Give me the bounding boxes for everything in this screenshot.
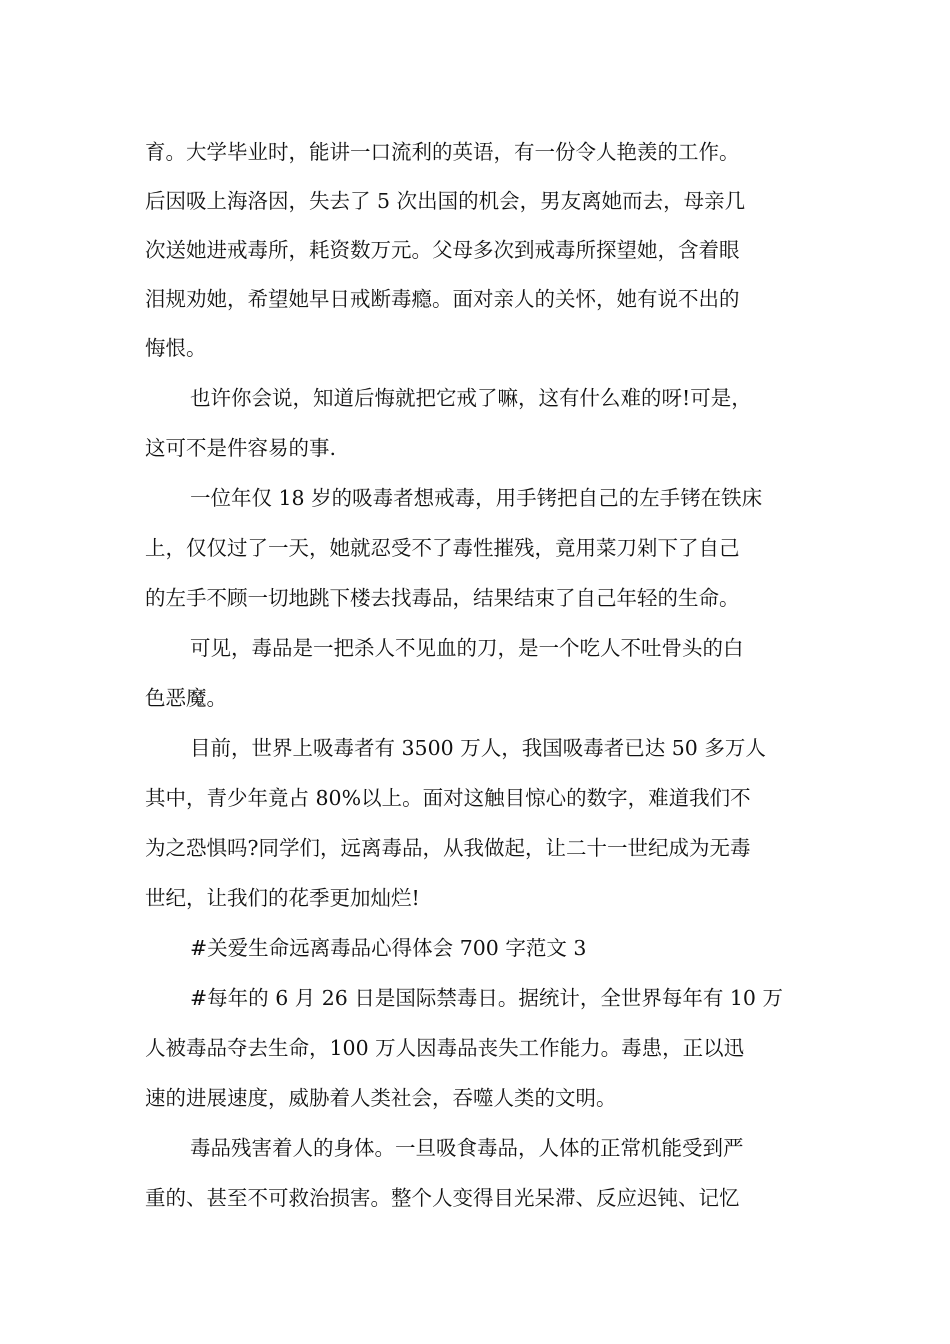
text-line: 育。大学毕业时，能讲一口流利的英语，有一份令人艳羡的工作。 bbox=[145, 140, 740, 164]
text-line: 次送她进戒毒所，耗资数万元。父母多次到戒毒所探望她，含着眼 bbox=[145, 238, 740, 262]
text-line: 人被毒品夺去生命，100 万人因毒品丧失工作能力。毒患，正以迅 bbox=[145, 1036, 745, 1060]
paragraph-first-line: 一位年仅 18 岁的吸毒者想戒毒，用手铐把自己的左手铐在铁床 bbox=[190, 486, 763, 510]
text-line: 为之恐惧吗?同学们，远离毒品，从我做起，让二十一世纪成为无毒 bbox=[145, 836, 751, 860]
text-line: 悔恨。 bbox=[145, 336, 207, 360]
text-line: 世纪，让我们的花季更加灿烂! bbox=[145, 886, 420, 910]
paragraph-first-line: 也许你会说，知道后悔就把它戒了嘛，这有什么难的呀!可是， bbox=[190, 386, 752, 410]
paragraph-first-line: 可见，毒品是一把杀人不见血的刀，是一个吃人不吐骨头的白 bbox=[190, 636, 744, 660]
text-line: 泪规劝她，希望她早日戒断毒瘾。面对亲人的关怀，她有说不出的 bbox=[145, 287, 740, 311]
text-line: 这可不是件容易的事. bbox=[145, 436, 337, 460]
text-line: 色恶魔。 bbox=[145, 686, 227, 710]
text-line: 后因吸上海洛因，失去了 5 次出国的机会，男友离她而去，母亲几 bbox=[145, 189, 746, 213]
text-line: 的左手不顾一切地跳下楼去找毒品，结果结束了自己年轻的生命。 bbox=[145, 586, 740, 610]
text-line: 上，仅仅过了一天，她就忍受不了毒性摧残，竟用菜刀剁下了自己 bbox=[145, 536, 740, 560]
section-heading: #关爱生命远离毒品心得体会 700 字范文 3 bbox=[190, 936, 587, 960]
paragraph-first-line: 目前，世界上吸毒者有 3500 万人，我国吸毒者已达 50 多万人 bbox=[190, 736, 766, 760]
paragraph-first-line: #每年的 6 月 26 日是国际禁毒日。据统计，全世界每年有 10 万 bbox=[190, 986, 783, 1010]
text-line: 速的进展速度，威胁着人类社会，吞噬人类的文明。 bbox=[145, 1086, 617, 1110]
text-line: 重的、甚至不可救治损害。整个人变得目光呆滞、反应迟钝、记忆 bbox=[145, 1186, 740, 1210]
text-line: 其中，青少年竟占 80%以上。面对这触目惊心的数字，难道我们不 bbox=[145, 786, 751, 810]
paragraph-first-line: 毒品残害着人的身体。一旦吸食毒品，人体的正常机能受到严 bbox=[190, 1136, 744, 1160]
